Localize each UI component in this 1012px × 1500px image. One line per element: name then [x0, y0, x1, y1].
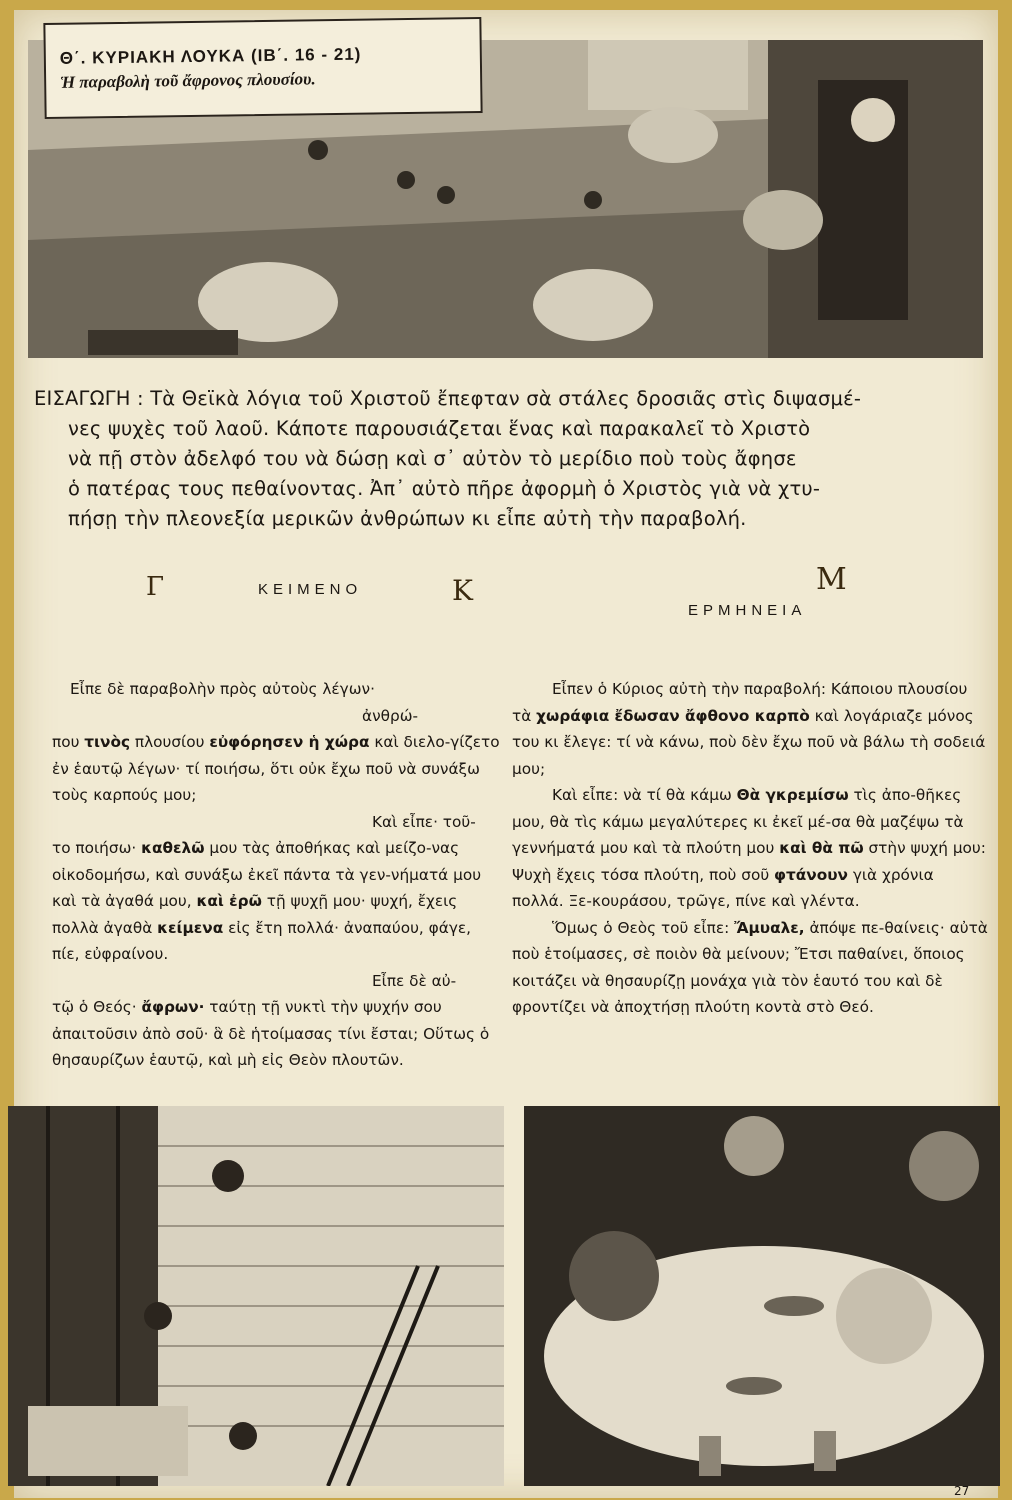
text: το ποιήσω· [52, 839, 142, 857]
emphasis: χωράφια ἔδωσαν ἄφθονο καρπὸ [536, 706, 810, 725]
text: ταύτῃ τῇ νυκτὶ τὴν ψυχήν σου ἀπαιτοῦσιν ἀπὸ σοῦ· ἃ δὲ ἡτοίμασας τίνι ἔσται; Οὕτως ὁ θησαυρίζων ἑαυτῷ, καὶ μὴ εἰς Θεὸν πλουτῶν. [52, 998, 490, 1069]
title-box [43, 17, 482, 119]
text: καὶ διελο-γίζετο ἐν ἑαυτῷ λέγων· τί ποιήσω, ὅτι οὐκ ἔχω ποῦ νὰ συνάξω τοὺς καρπούς μου; [52, 733, 500, 804]
text: γιὰ χρόνια πολλά. Ξε-κουράσου, τρῶγε, πίνε καὶ γλέντα. [512, 865, 934, 910]
text: καὶ λογάριαζε μόνος του κι ἔλεγε: τί νὰ κάνω, ποὺ δὲν ἔχω ποῦ νὰ βάλω τὴ σοδειά μου; [512, 706, 986, 778]
text-line: Εἶπε δὲ παραβολὴν πρὸς αὐτοὺς λέγων· [70, 680, 375, 698]
paragraph [512, 782, 990, 915]
section-heading-keimeno: ΚΕΙΜΕΝΟ [258, 581, 363, 598]
emphasis: εὐφόρησεν ἡ χώρα [209, 733, 370, 751]
emphasis: κείμενα [157, 918, 224, 937]
page-number: 27 [954, 1484, 970, 1498]
intro-line: νες ψυχὲς τοῦ λαοῦ. Κάποτε παρουσιάζεται ἕνας καὶ παρακαλεῖ τὸ Χριστὸ [68, 417, 811, 440]
emphasis: φτάνουν [774, 865, 848, 884]
section-heading-ermineia: ΕΡΜΗΝΕΙΑ [688, 602, 807, 619]
intro-line: ὁ πατέρας τους πεθαίνοντας. Ἀπ᾽ αὐτὸ πῆρε ἀφορμὴ ὁ Χριστὸς γιὰ νὰ χτυ- [68, 477, 821, 500]
text: Ὅμως ὁ Θεὸς τοῦ εἶπε: [552, 918, 735, 937]
handwritten-mark: Γ [146, 572, 165, 602]
intro-line: πήσῃ τὴν πλεονεξία μερικῶν ἀνθρώπων κι εἶπε αὐτὴ τὴν παραβολή. [68, 507, 747, 530]
text: ἀπόψε πε-θαίνεις· αὐτὰ ποὺ ἑτοίμασες, σὲ ποιὸν θὰ μείνουν; Ἔτσι παθαίνει, ὅποιος κοιτάζει νὰ θησαυρίζῃ μονάχα γιὰ τὸν ἑαυτό του καὶ δὲ φροντίζει νὰ ἀποχτήσῃ πλούτη κοντὰ στὸ Θεό. [512, 918, 988, 1016]
paragraph [52, 729, 500, 809]
handwritten-mark: Κ [452, 574, 473, 607]
text: τῇ ψυχῇ μου· ψυχή, ἔχεις πολλὰ ἀγαθὰ [52, 892, 458, 937]
page-title: Θ΄. ΚΥΡΙΑΚΗ ΛΟΥΚΑ (ΙΒ΄. 16 - 21) [59, 44, 362, 68]
text-line: ἀνθρώ- [362, 706, 419, 725]
text-line: Καὶ εἶπε· τοῦ- [372, 812, 476, 831]
emphasis: τινὸς [84, 733, 131, 751]
paragraph [52, 835, 500, 968]
emphasis: καὶ ἐρῶ [196, 892, 262, 910]
text: τὶς ἀπο-θῆκες μου, θὰ τὶς κάμω μεγαλύτερες κι ἐκεῖ μέ-σα θὰ μαζέψω τὰ γεννήματά μου καὶ τὰ πλούτη μου [512, 786, 964, 857]
original-text-column [52, 676, 500, 1074]
handwritten-mark: Μ [816, 562, 847, 597]
text-line: Εἶπε δὲ αὐ- [372, 971, 457, 990]
text: πλουσίου [130, 733, 210, 751]
text: τῷ ὁ Θεός· [52, 998, 142, 1016]
emphasis: καθελῶ [141, 839, 205, 857]
emphasis: Ἄμυαλε, [734, 918, 805, 937]
feast-illustration [524, 1106, 1000, 1486]
emphasis: Θὰ γκρεμίσω [736, 786, 849, 804]
emphasis: καὶ θὰ πῶ [779, 839, 864, 857]
interpretation-column [512, 676, 990, 1021]
text: στὴν ψυχή μου: Ψυχὴ ἔχεις τόσα πλούτη, ποὺ σοῦ [512, 839, 986, 884]
page-subtitle: Ἡ παραβολὴ τοῦ ἄφρονος πλουσίου. [60, 69, 316, 92]
emphasis: ἄφρων· [141, 998, 205, 1016]
barn-building-illustration [8, 1106, 504, 1486]
paragraph [512, 915, 990, 1021]
text: εἰς ἔτη πολλά· ἀναπαύου, φάγε, πίε, εὐφραίνου. [52, 918, 472, 963]
paragraph [512, 676, 990, 782]
text: Εἶπεν ὁ Κύριος αὐτὴ τὴν παραβολή: Κάποιου πλουσίου τὰ [512, 680, 968, 725]
paragraph [52, 994, 500, 1074]
intro-line: ΕΙΣΑΓΩΓΗ : Τὰ Θεϊκὰ λόγια τοῦ Χριστοῦ ἔπεφταν σὰ στάλες δροσιᾶς στὶς διψασμέ- [34, 387, 862, 410]
text: Καὶ εἶπε: νὰ τί θὰ κάμω [552, 786, 737, 804]
introduction [34, 384, 982, 534]
text: μου τὰς ἀποθήκας καὶ μείζο-νας οἰκοδομήσω, καὶ συνάξω ἐκεῖ πάντα τὰ γεν-νήματά μου καὶ τὰ ἀγαθά μου, [52, 839, 482, 910]
intro-line: νὰ πῇ στὸν ἀδελφό του νὰ δώσῃ καὶ σ᾽ αὐτὸν τὸ μερίδιο ποὺ τοὺς ἄφησε [68, 447, 797, 470]
text: που [52, 733, 85, 751]
